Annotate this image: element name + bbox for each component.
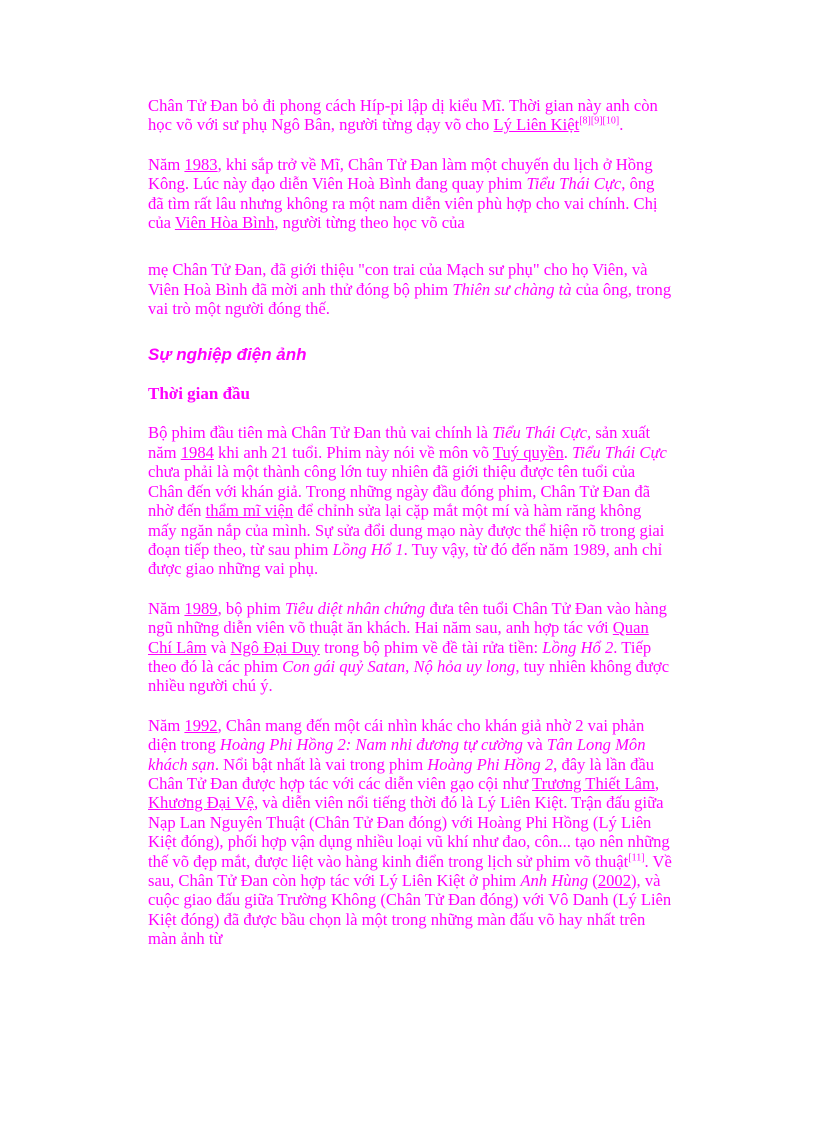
film-title: Hoàng Phi Hồng 2: Nam nhi đương tự cường xyxy=(219,735,523,755)
text: , Chân mang đến một cái nhìn khác cho khán giả nhờ 2 vai phản diện trong xyxy=(148,715,645,755)
text: , tuy nhiên không được nhiều người chú ý. xyxy=(148,656,670,696)
link-1983[interactable]: 1983 xyxy=(184,154,218,174)
text: . Tiếp theo đó là các phim xyxy=(148,637,652,676)
text: , người từng theo học võ của xyxy=(274,213,465,233)
text: Năm xyxy=(148,715,185,735)
film-title: Tiểu Thái Cực xyxy=(492,423,588,443)
text: chưa phải là một thành công lớn tuy nhiên đã giới thiệu được tên tuổi của Chân đến với khán giả. Trong những ngày đầu đóng phim, Chân Tử Đan đã nhờ đến xyxy=(148,462,651,521)
link-ly-lien-kiet[interactable]: Lý Liên Kiệt xyxy=(493,115,580,135)
text: , xyxy=(654,773,660,793)
text: . xyxy=(619,115,624,135)
film-title: Nộ hỏa uy long xyxy=(413,656,516,676)
paragraph-1 xyxy=(148,96,672,135)
film-title: Tiêu diệt nhân chứng xyxy=(284,598,426,618)
film-title: Hoàng Phi Hồng 2 xyxy=(427,754,554,774)
link-vien-hoa-binh[interactable]: Viên Hòa Bình xyxy=(174,213,275,233)
text: . Nổi bật nhất là vai trong phim xyxy=(214,754,428,774)
text: , xyxy=(405,656,414,676)
link-1984[interactable]: 1984 xyxy=(180,442,214,462)
link-1992[interactable]: 1992 xyxy=(184,715,218,735)
text: , sản xuất năm xyxy=(148,423,651,462)
link-ngo-dai-duy[interactable]: Ngô Đại Duy xyxy=(230,637,320,657)
link-tuy-quyen[interactable]: Tuý quyền xyxy=(492,442,564,462)
text: Năm xyxy=(148,598,185,618)
paragraph-5 xyxy=(148,599,672,696)
paragraph-4 xyxy=(148,423,672,578)
text: đưa tên tuổi Chân Tử Đan vào hàng ngũ những diễn viên võ thuật ăn khách. Hai năm sau, anh hợp tác với xyxy=(148,598,667,638)
film-title: Tiểu Thái Cực xyxy=(572,442,667,462)
text: và xyxy=(522,735,547,755)
text: của ông, trong vai trò một người đóng thế. xyxy=(148,279,672,319)
film-title: Lồng Hổ 1 xyxy=(332,539,404,559)
text: Bộ phim đầu tiên mà Chân Tử Đan thủ vai chính là xyxy=(148,423,493,443)
text: , ông đã tìm rất lâu nhưng không ra một nam diễn viên phù hợp cho vai chính. Chị của xyxy=(148,174,658,233)
text: để chỉnh sửa lại cặp mắt một mí và hàm răng không mấy ngăn nắp của mình. Sự sửa đổi dung mạo này được thể hiện rõ trong giai đoạn tiếp theo, từ sau phim xyxy=(148,501,665,559)
film-title: Con gái quỷ Satan xyxy=(282,656,406,676)
film-title: Anh Hùng xyxy=(520,871,589,890)
link-1989[interactable]: 1989 xyxy=(184,598,218,618)
section-heading: Sự nghiệp điện ảnh xyxy=(148,344,307,364)
paragraph-6 xyxy=(148,716,672,949)
text: mẹ Chân Tử Đan, đã giới thiệu "con trai của Mạch sư phụ" cho họ Viên, và Viên Hoà Bình đã mời anh thử đóng bộ phim xyxy=(148,260,648,299)
link-khuong-dai-ve[interactable]: Khương Đại Vệ xyxy=(148,793,254,813)
text: . Về sau, Chân Tử Đan còn hợp tác với Lý Liên Kiệt ở phim xyxy=(148,851,672,890)
text: . Tuy vậy, từ đó đến năm 1989, anh chỉ được giao những vai phụ. xyxy=(148,539,663,579)
text: và xyxy=(206,637,231,657)
film-title: Tân Long Môn khách sạn xyxy=(148,735,646,774)
link-tham-mi-vien[interactable]: thẩm mĩ viện xyxy=(205,501,294,521)
text: , đây là lần đầu Chân Tử Đan được hợp tác với các diễn viên gạo cội như xyxy=(148,754,655,793)
text: , và diễn viên nổi tiếng thời đó là Lý Liên Kiệt. Trận đấu giữa Nạp Lan Nguyên Thuật (Chân Tử Đan đóng) với Hoàng Phi Hồng (Lý Liên Kiệt đóng), phối hợp vận dụng nhiều loại vũ khí như đao, côn... tạo nên những thế võ đẹp mắt, được liệt vào hàng kinh điển trong lịch sử phim võ thuật xyxy=(148,793,670,871)
text: , bộ phim xyxy=(217,598,285,618)
text: trong bộ phim về đề tài rửa tiền: xyxy=(319,637,543,657)
film-title: Tiểu Thái Cực xyxy=(526,174,622,194)
link-quan-chi-lam[interactable]: Quan Chí Lâm xyxy=(148,618,649,657)
document-page xyxy=(148,96,672,969)
text: Năm xyxy=(148,154,185,174)
text: , khi sắp trở về Mĩ, Chân Tử Đan làm một chuyến du lịch ở Hồng Kông. Lúc này đạo diễn Viên Hoà Bình đang quay phim xyxy=(148,154,653,194)
link-truong-thiet-lam[interactable]: Trương Thiết Lâm xyxy=(532,773,655,793)
link-2002[interactable]: 2002 xyxy=(597,871,631,890)
paragraph-3 xyxy=(148,260,672,318)
film-title: Thiên sư chàng tà xyxy=(452,279,572,299)
paragraph-2 xyxy=(148,155,672,233)
text: . xyxy=(563,442,573,462)
text: ( xyxy=(588,871,598,890)
text: ), và cuộc giao đấu giữa Trường Không (Chân Tử Đan đóng) với Vô Danh (Lý Liên Kiệt đóng) đã được bầu chọn là một trong những màn đấu võ hay nhất trên màn ảnh từ xyxy=(148,871,672,949)
text: Chân Tử Đan bỏ đi phong cách Híp-pi lập dị kiểu Mĩ. Thời gian này anh còn học võ với sư phụ Ngô Bân, người từng dạy võ cho xyxy=(148,96,658,135)
film-title: Lồng Hổ 2 xyxy=(542,637,614,657)
citation-8-9-10[interactable]: [8][9][10] xyxy=(579,115,620,127)
citation-11[interactable]: [11] xyxy=(628,852,645,864)
subsection-heading: Thời gian đầu xyxy=(148,384,251,404)
text: khi anh 21 tuổi. Phim này nói về môn võ xyxy=(213,442,493,462)
